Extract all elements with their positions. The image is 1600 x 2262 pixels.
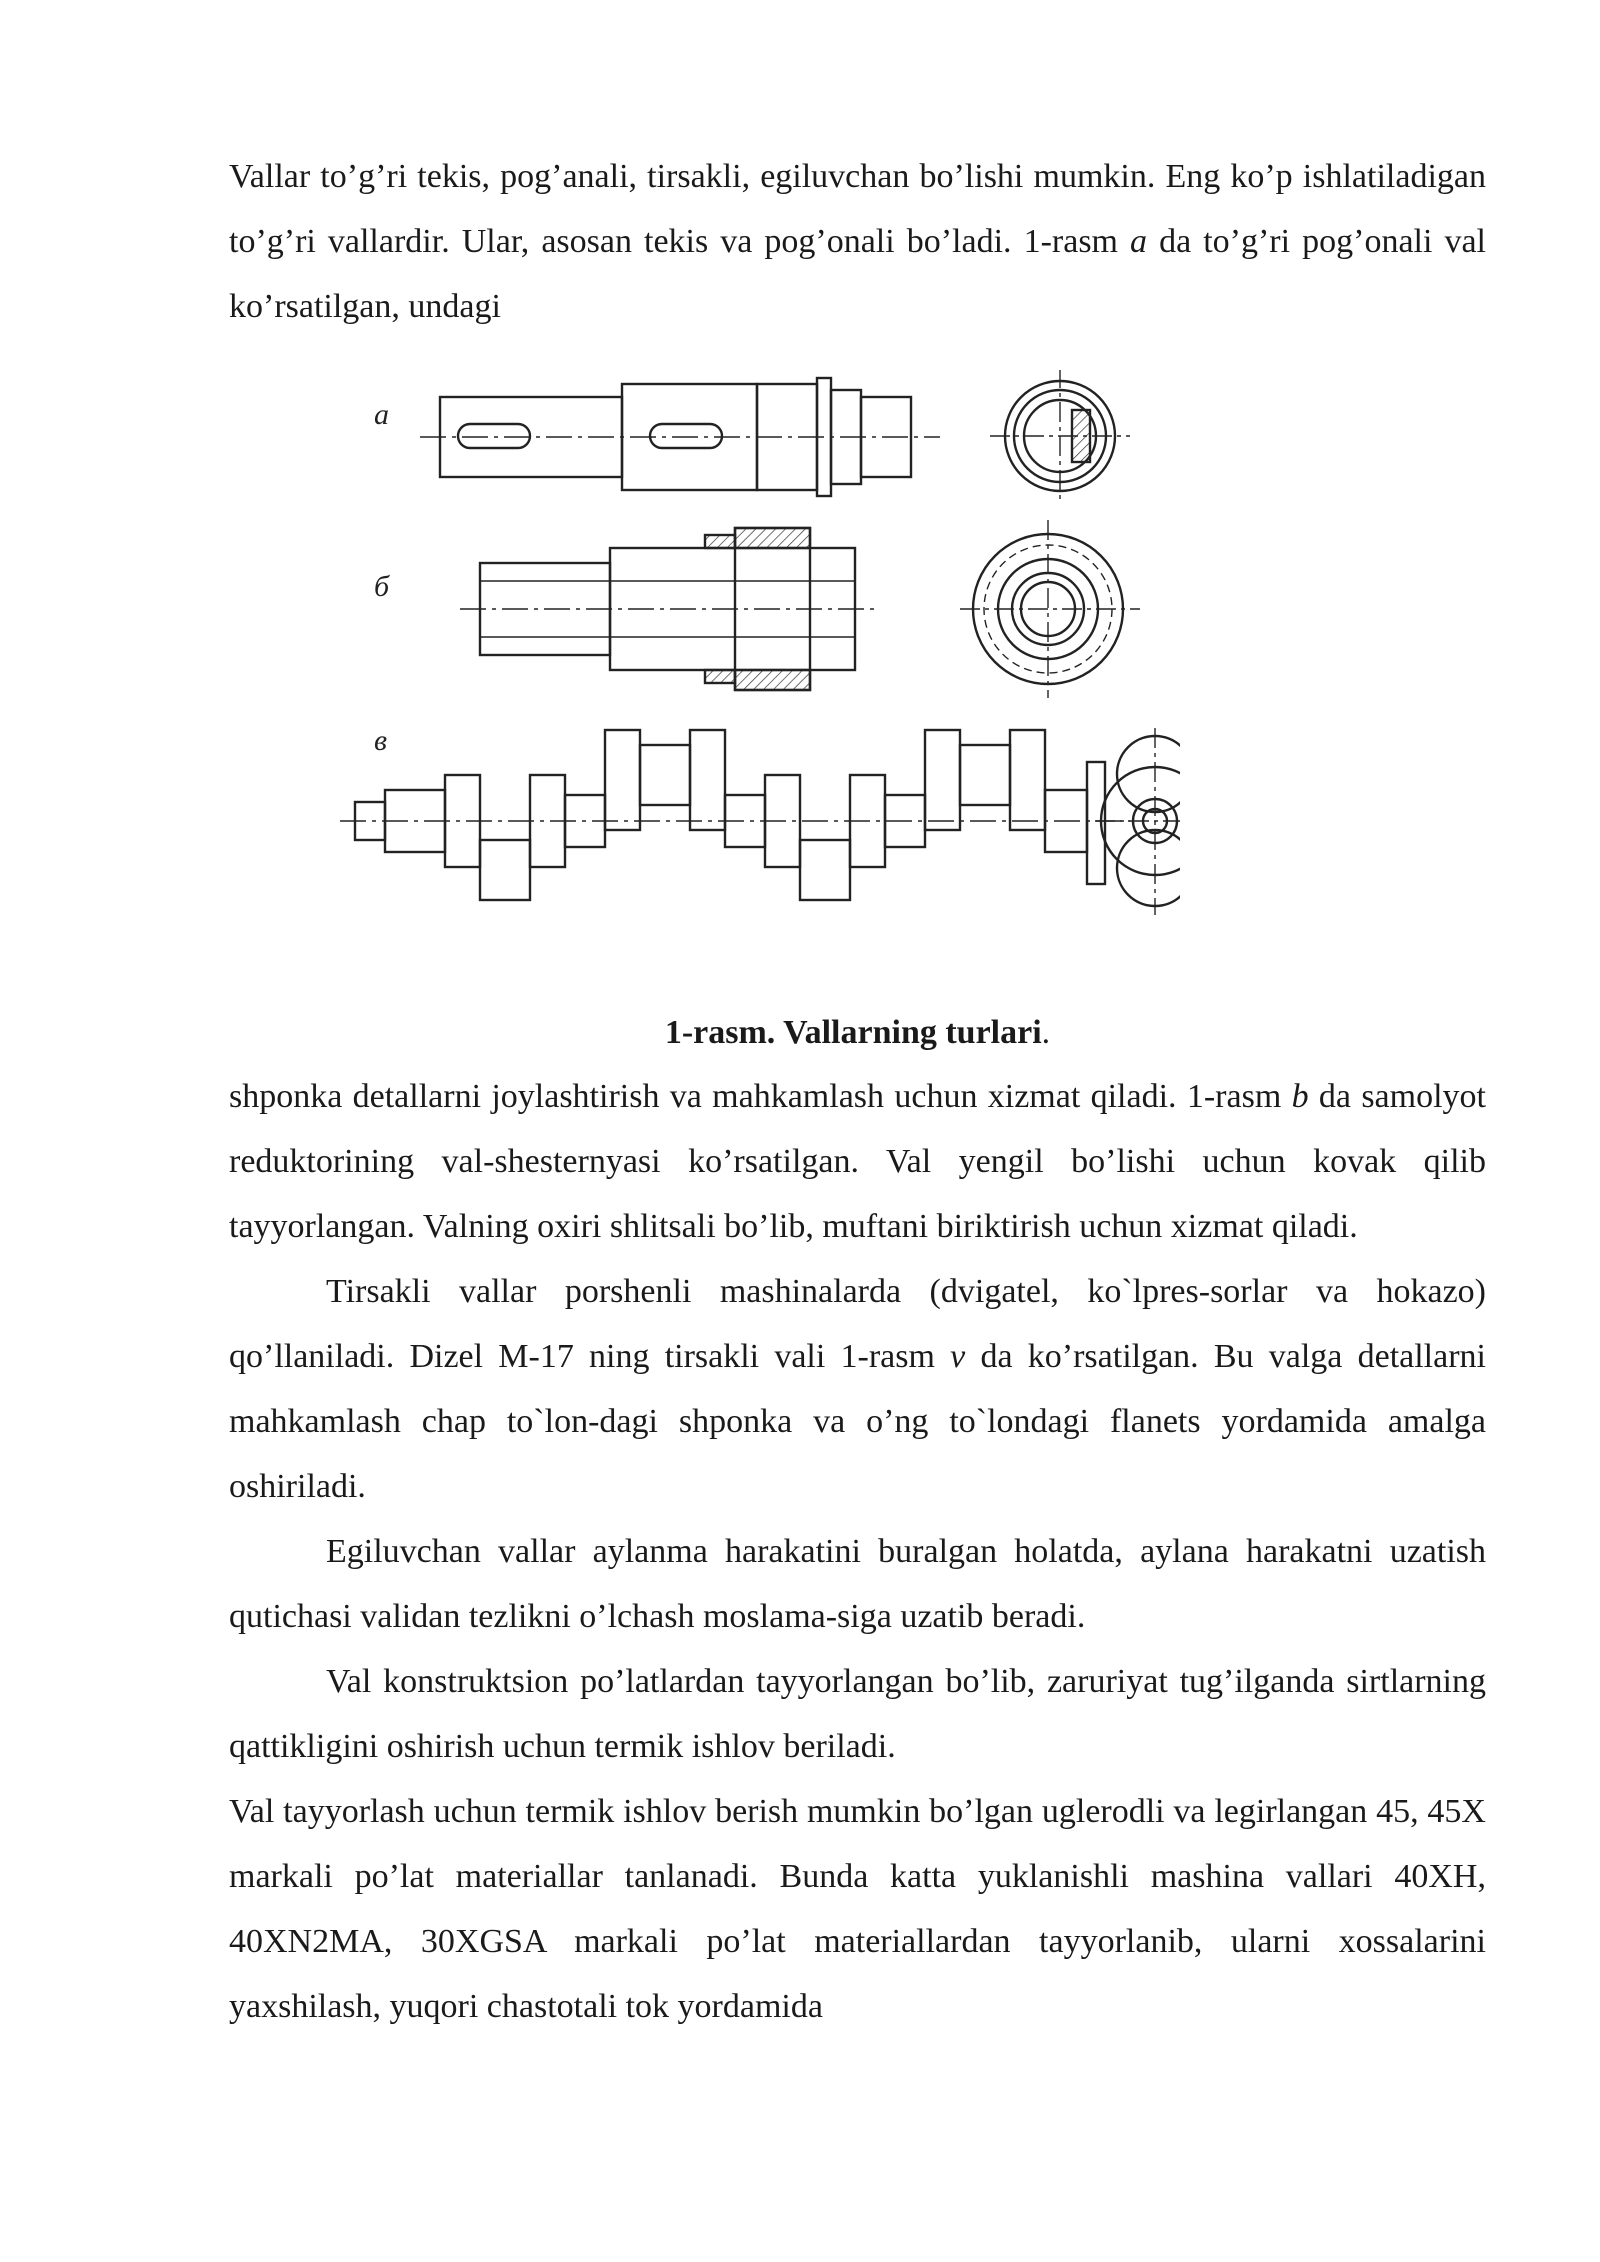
paragraph-3: Egiluvchan vallar aylanma harakatini buralgan holatda, aylana harakatni uzatish qutichasi validan tezlikni o’lchash moslama-siga uzatib beradi. (229, 1533, 1486, 1635)
italic-b: b (1291, 1078, 1309, 1115)
figure-caption (229, 1000, 1486, 1065)
figure-label-a: а (374, 398, 389, 431)
caption-title: 1-rasm. Vallarning turlari (664, 1014, 1042, 1051)
intro-paragraph (229, 144, 1486, 339)
shaft-types-figure (340, 370, 1180, 925)
intro-text: Vallar to’g’ri tekis, pog’anali, tirsakli, egiluvchan bo’lishi mumkin. Eng ko’p ishlatiladigan to’g’ri vallardir. Ular, asosan tekis va pog’onali bo’ladi. 1-rasm (229, 158, 1486, 260)
body-text (229, 1064, 1486, 2039)
crankshaft-drawing (340, 728, 1180, 915)
italic-v: v (950, 1338, 966, 1375)
caption-period: . (1041, 1014, 1051, 1051)
figure-label-b: б (374, 570, 390, 603)
paragraph-2: Tirsakli vallar porshenli mashinalarda (dvigatel, ko`lpres-sorlar va hokazo) qo’llaniladi. Dizel M-17 ning tirsakli vali 1-rasm v da ko’rsatilgan. Bu valga detallarni mahkamlash chap to`lon-dagi shponka va o’ng to`londagi flanets yordamida amalga oshiriladi. (229, 1273, 1486, 1505)
stepped-shaft-drawing (420, 370, 1130, 504)
intro-italic-a: a (1130, 223, 1148, 260)
paragraph-1: shponka detallarni joylashtirish va mahkamlash uchun xizmat qiladi. 1-rasm b da samolyot reduktorining val-shesternyasi ko’rsatilgan. Val yengil bo’lishi uchun kovak qilib tayyorlangan. Valning oxiri shlitsali bo’lib, muftani biriktirish uchun xizmat qiladi. (229, 1078, 1486, 1245)
paragraph-5: Val tayyorlash uchun termik ishlov berish mumkin bo’lgan uglerodli va legirlangan 45, 45X markali po’lat materiallar tanlanadi. Bunda katta yuklanishli mashina vallari 40XH, 40XN2MA, 30XGSA markali po’lat materiallardan tayyorlanib, ularni xossalarini yaxshilash, yuqori chastotali tok yordamida (229, 1793, 1486, 2025)
gear-shaft-drawing (460, 520, 1140, 698)
paragraph-4: Val konstruktsion po’latlardan tayyorlangan bo’lib, zaruriyat tug’ilganda sirtlarning qattikligini oshirish uchun termik ishlov beriladi. (229, 1663, 1486, 1765)
intro-text-end: da to’g’ri pog’onali val ko’rsatilgan, undagi (229, 223, 1486, 325)
figure-label-v: в (374, 724, 388, 757)
